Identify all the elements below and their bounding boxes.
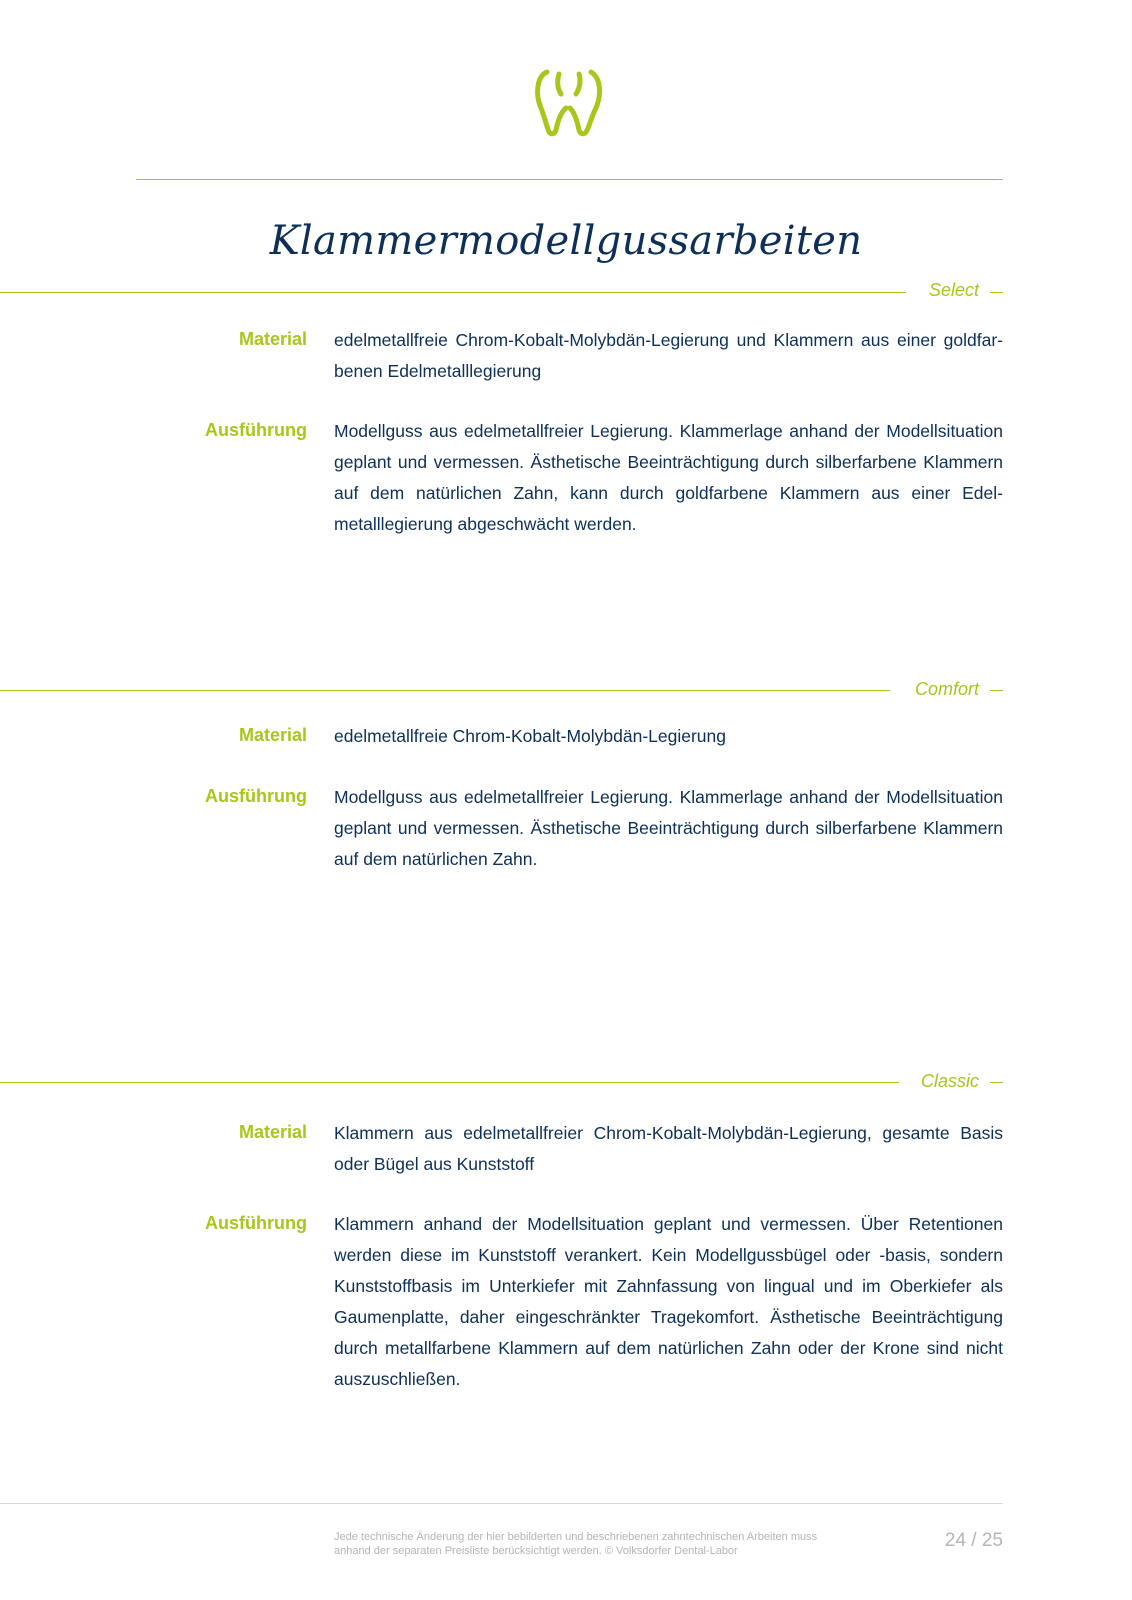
execution-label: Ausführung xyxy=(205,786,307,806)
execution-label: Ausführung xyxy=(205,1213,307,1233)
execution-label: Ausführung xyxy=(205,420,307,440)
page-number: 24 / 25 xyxy=(944,1530,1003,1551)
execution-text: Modellguss aus edelmetallfreier Legierung. Klammerlage anhand der Modellsituation geplant und vermessen. Ästhetische Beeinträchtigung durch silberfarbene Klammern auf dem natürlichen Zahn. xyxy=(334,787,1003,869)
section-divider xyxy=(0,690,890,691)
section-dash xyxy=(990,1082,1003,1083)
section-divider xyxy=(0,292,906,293)
tooth-icon xyxy=(533,68,603,138)
execution-text: Klammern anhand der Modellsituation geplant und vermessen. Über Retentionen werden diese im Kunststoff verankert. Kein Modellgussbügel oder -basis, sondern Kunststoffbasis im Unterkiefer mit Zahnfassung von lingual und im Oberkiefer als Gaumenplatte, daher eingeschränkter Tragekomfort. Ästhetische Beeinträchtigung durch metallfarbene Klammern auf dem natürlichen Zahn oder der Krone sind nicht auszuschließen. xyxy=(334,1214,1003,1389)
execution-text: Modellguss aus edelmetallfreier Legierung. Klammerlage anhand der Modellsituation geplant und vermessen. Ästhetische Beeinträchtigung durch silberfarbene Klammern auf dem natürlichen Zahn, kann durch goldfarbene Klammern aus einer Edelmetalllegierung abgeschwächt werden. xyxy=(334,421,1003,534)
material-text: Klammern aus edelmetallfreier Chrom-Kobalt-Molybdän-Legierung, gesamte Basis oder Bügel aus Kunststoff xyxy=(334,1123,1003,1174)
section-divider xyxy=(0,1082,899,1083)
material-text: edelmetallfreie Chrom-Kobalt-Molybdän-Legierung xyxy=(334,726,727,746)
material-label: Material xyxy=(238,725,307,745)
page-title: Klammermodellgussarbeiten xyxy=(269,218,863,264)
section-dash xyxy=(990,292,1003,293)
material-label: Material xyxy=(238,1122,307,1142)
footer-note: Jede technische Änderung der hier bebilderten und beschriebenen zahntechnischen Arbeiten muss anhand der separaten Preisliste berücksichtigt werden. © Volksdorfer Dental-Labor xyxy=(334,1531,818,1557)
section-label: Classic xyxy=(920,1071,979,1091)
header-divider xyxy=(136,179,1003,180)
section-label: Comfort xyxy=(914,679,979,699)
material-label: Material xyxy=(238,329,307,349)
material-text: edelmetallfreie Chrom-Kobalt-Molybdän-Legierung und Klammern aus einer goldfarbenen Edelmetalllegierung xyxy=(334,330,1003,381)
section-dash xyxy=(990,690,1003,691)
section-label: Select xyxy=(928,280,979,300)
footer-divider xyxy=(0,1503,1003,1504)
